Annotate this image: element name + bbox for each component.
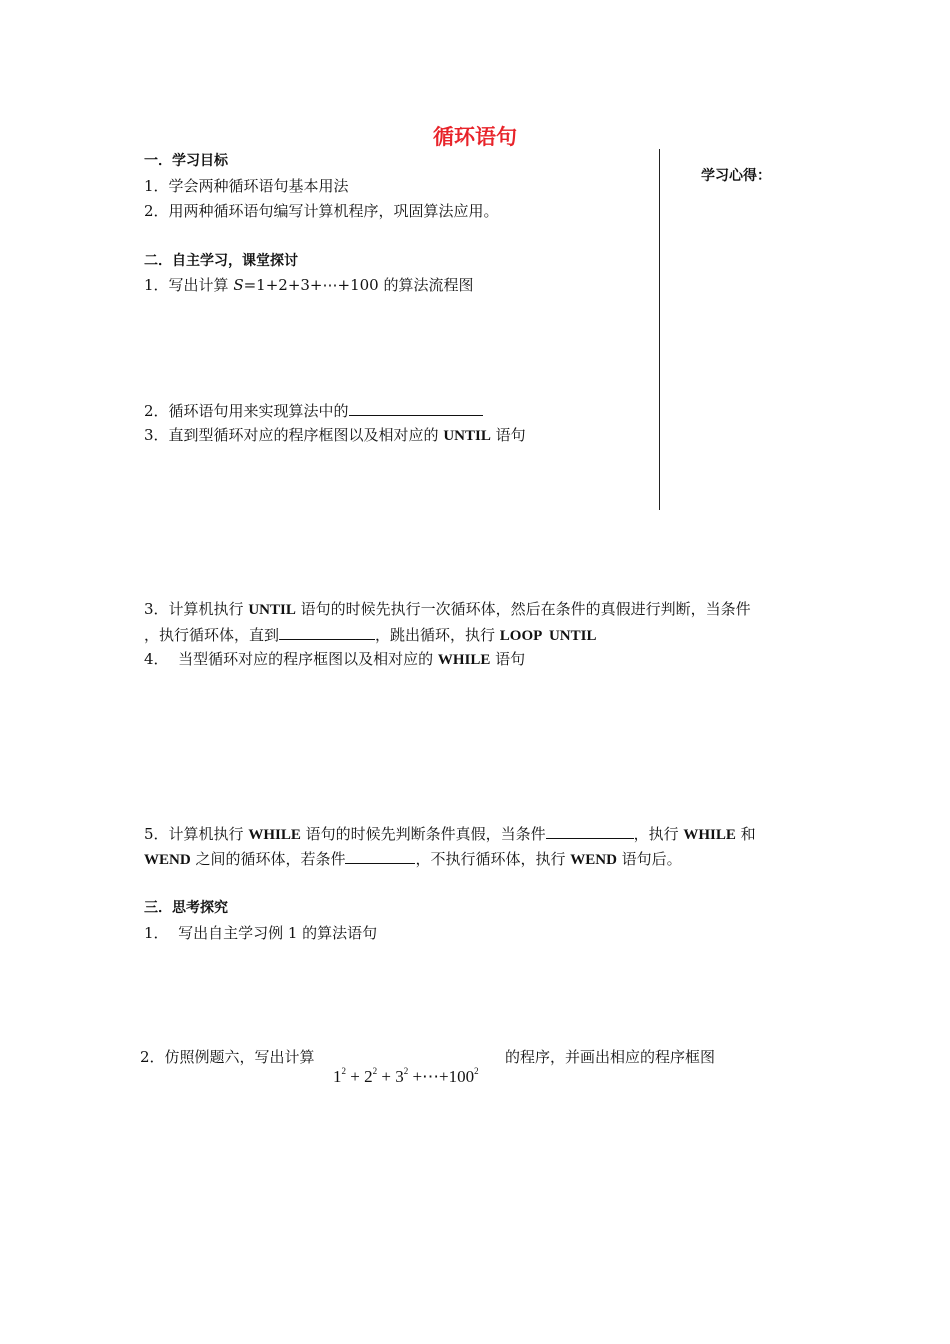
- keyword-loop-until: LOOP UNTIL: [499, 628, 597, 644]
- question-text: 3．直到型循环对应的程序框图以及相对应的: [144, 426, 444, 444]
- answer-blank[interactable]: [279, 624, 375, 640]
- question-mid: ，跳出循环，执行: [375, 626, 500, 644]
- question-suffix: 语句的时候先执行一次循环体，然后在条件的真假进行判断，当条件: [295, 600, 751, 618]
- keyword-until: UNTIL: [248, 602, 296, 618]
- question-mid-2: ，执行: [633, 825, 684, 843]
- keyword-while: WHILE: [683, 827, 736, 843]
- question-until-execution-line1: [144, 599, 751, 620]
- question-prefix: 5．计算机执行: [144, 825, 249, 843]
- question-algorithm-statement: 1． 写出自主学习例 1 的算法语句: [144, 924, 378, 942]
- question-while-execution-line1: [144, 823, 756, 845]
- keyword-wend: WEND: [570, 852, 617, 868]
- question-suffix: 和: [735, 825, 756, 843]
- question-sum-of-squares-suffix: 的程序，并画出相应的程序框图: [505, 1048, 716, 1066]
- question-until-execution-line2: [144, 624, 596, 646]
- question-loop-purpose: [144, 400, 483, 421]
- goal-item-2: 2．用两种循环语句编写计算机程序，巩固算法应用。: [144, 202, 499, 220]
- section-heading-study: 二．自主学习，课堂探讨: [144, 253, 298, 269]
- variable-s: S: [233, 276, 244, 294]
- question-flowchart-sum: [144, 275, 473, 295]
- question-text: 4． 当型循环对应的程序框图以及相对应的: [144, 650, 438, 668]
- notes-label: 学习心得：: [701, 168, 771, 184]
- goal-item-1: 1．学会两种循环语句基本用法: [144, 177, 349, 195]
- question-while-execution-line2: [144, 848, 682, 870]
- section-heading-goals: 一．学习目标: [144, 153, 228, 169]
- question-mid-2: ，不执行循环体，执行: [415, 850, 571, 868]
- question-mid: 语句的时候先判断条件真假，当条件: [300, 825, 546, 843]
- question-until-flowchart: [144, 425, 526, 446]
- column-divider: [659, 149, 660, 510]
- question-suffix: 语句: [490, 426, 526, 444]
- answer-blank[interactable]: [546, 823, 634, 839]
- keyword-while: WHILE: [248, 827, 301, 843]
- question-prefix: ，执行循环体，直到: [144, 626, 280, 644]
- section-heading-explore: 三．思考探究: [144, 900, 228, 916]
- question-sum-of-squares-prefix: 2．仿照例题六，写出计算: [140, 1048, 315, 1066]
- question-while-flowchart: [144, 649, 525, 670]
- keyword-until: UNTIL: [443, 428, 491, 444]
- question-suffix: =1+2+3+⋯+100 的算法流程图: [243, 276, 474, 294]
- question-text: 2．循环语句用来实现算法中的: [144, 402, 349, 420]
- question-suffix: 语句后。: [616, 850, 682, 868]
- question-mid: 之间的循环体，若条件: [190, 850, 346, 868]
- answer-blank[interactable]: [345, 848, 415, 864]
- page-title: 循环语句: [433, 125, 517, 149]
- question-prefix: 1．写出计算: [144, 276, 234, 294]
- keyword-while: WHILE: [437, 652, 491, 668]
- question-suffix: 语句: [490, 650, 526, 668]
- sum-of-squares-formula: $1^2 + 2^2 + 3^2$ $+\cdots+100^2$: [333, 1066, 479, 1086]
- question-prefix: 3．计算机执行: [144, 600, 249, 618]
- answer-blank[interactable]: [349, 400, 483, 416]
- keyword-wend: WEND: [144, 852, 191, 868]
